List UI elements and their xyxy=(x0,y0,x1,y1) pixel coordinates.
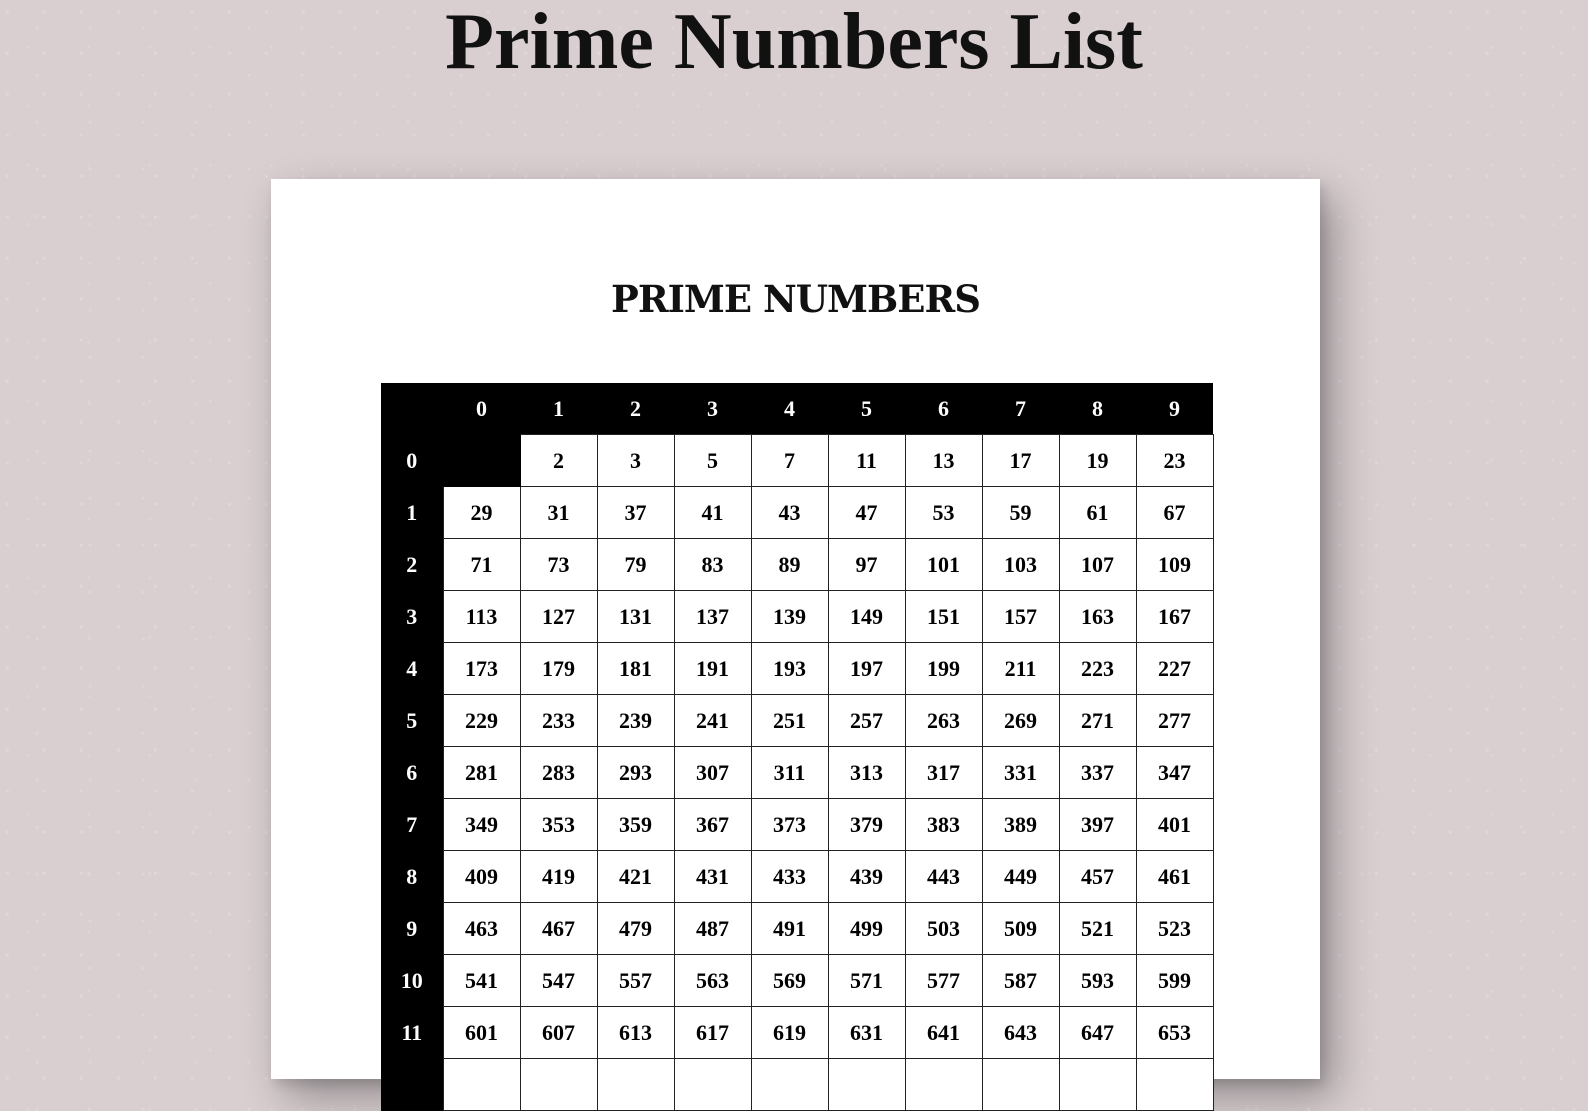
table-cell: 107 xyxy=(1059,539,1136,591)
table-cell xyxy=(597,1059,674,1111)
table-cell: 419 xyxy=(520,851,597,903)
row-header: 11 xyxy=(381,1007,443,1059)
table-cell: 281 xyxy=(443,747,520,799)
table-header xyxy=(381,383,1213,435)
table-row xyxy=(381,643,1213,695)
table-cell: 5 xyxy=(674,435,751,487)
table-cell xyxy=(828,1059,905,1111)
table-cell: 317 xyxy=(905,747,982,799)
table-cell: 71 xyxy=(443,539,520,591)
table-cell: 577 xyxy=(905,955,982,1007)
table-cell: 547 xyxy=(520,955,597,1007)
table-cell: 17 xyxy=(982,435,1059,487)
table-cell: 331 xyxy=(982,747,1059,799)
table-cell: 373 xyxy=(751,799,828,851)
table-row xyxy=(381,539,1213,591)
table-cell: 173 xyxy=(443,643,520,695)
table-cell: 67 xyxy=(1136,487,1213,539)
table-cell: 89 xyxy=(751,539,828,591)
table-cell: 241 xyxy=(674,695,751,747)
table-cell: 593 xyxy=(1059,955,1136,1007)
table-cell: 359 xyxy=(597,799,674,851)
table-cell: 181 xyxy=(597,643,674,695)
table-row xyxy=(381,955,1213,1007)
table-cell: 163 xyxy=(1059,591,1136,643)
table-row xyxy=(381,851,1213,903)
table-cell: 601 xyxy=(443,1007,520,1059)
table-cell: 337 xyxy=(1059,747,1136,799)
row-header: 1 xyxy=(381,487,443,539)
table-cell: 631 xyxy=(828,1007,905,1059)
table-cell: 53 xyxy=(905,487,982,539)
table-cell: 353 xyxy=(520,799,597,851)
table-cell: 157 xyxy=(982,591,1059,643)
table-cell: 103 xyxy=(982,539,1059,591)
table-cell: 487 xyxy=(674,903,751,955)
table-cell: 73 xyxy=(520,539,597,591)
table-cell: 571 xyxy=(828,955,905,1007)
table-cell: 461 xyxy=(1136,851,1213,903)
table-cell: 367 xyxy=(674,799,751,851)
table-cell: 197 xyxy=(828,643,905,695)
table-cell: 509 xyxy=(982,903,1059,955)
table-cell: 83 xyxy=(674,539,751,591)
table-cell: 179 xyxy=(520,643,597,695)
table-body xyxy=(381,435,1213,1111)
table-cell: 7 xyxy=(751,435,828,487)
table-cell: 79 xyxy=(597,539,674,591)
table-cell: 139 xyxy=(751,591,828,643)
table-cell: 131 xyxy=(597,591,674,643)
table-cell: 97 xyxy=(828,539,905,591)
table-cell: 653 xyxy=(1136,1007,1213,1059)
table-cell xyxy=(982,1059,1059,1111)
document-sheet xyxy=(271,179,1320,1079)
table-cell: 23 xyxy=(1136,435,1213,487)
row-header: 5 xyxy=(381,695,443,747)
table-cell: 311 xyxy=(751,747,828,799)
column-header: 2 xyxy=(597,383,674,435)
table-cell: 569 xyxy=(751,955,828,1007)
table-cell: 349 xyxy=(443,799,520,851)
column-header: 8 xyxy=(1059,383,1136,435)
table-cell: 109 xyxy=(1136,539,1213,591)
table-cell: 397 xyxy=(1059,799,1136,851)
row-header: 3 xyxy=(381,591,443,643)
table-cell xyxy=(443,1059,520,1111)
table-cell: 223 xyxy=(1059,643,1136,695)
column-header: 9 xyxy=(1136,383,1213,435)
column-header: 6 xyxy=(905,383,982,435)
prime-numbers-table xyxy=(381,383,1214,1111)
table-cell: 557 xyxy=(597,955,674,1007)
table-cell: 29 xyxy=(443,487,520,539)
table-row xyxy=(381,799,1213,851)
column-header: 7 xyxy=(982,383,1059,435)
table-cell xyxy=(520,1059,597,1111)
table-cell: 619 xyxy=(751,1007,828,1059)
table-cell: 257 xyxy=(828,695,905,747)
table-cell: 37 xyxy=(597,487,674,539)
table-cell: 523 xyxy=(1136,903,1213,955)
table-cell: 409 xyxy=(443,851,520,903)
table-cell: 283 xyxy=(520,747,597,799)
table-row xyxy=(381,1007,1213,1059)
table-cell: 449 xyxy=(982,851,1059,903)
page-heading: Prime Numbers List xyxy=(445,0,1143,86)
document-title: PRIME NUMBERS xyxy=(611,277,980,321)
table-cell: 11 xyxy=(828,435,905,487)
table-cell: 439 xyxy=(828,851,905,903)
table-cell: 13 xyxy=(905,435,982,487)
table-cell: 463 xyxy=(443,903,520,955)
table-cell: 137 xyxy=(674,591,751,643)
table-cell: 491 xyxy=(751,903,828,955)
table-cell: 599 xyxy=(1136,955,1213,1007)
row-header: 10 xyxy=(381,955,443,1007)
table-cell: 433 xyxy=(751,851,828,903)
table-cell: 431 xyxy=(674,851,751,903)
header-row xyxy=(381,383,1213,435)
table-cell: 313 xyxy=(828,747,905,799)
table-cell: 59 xyxy=(982,487,1059,539)
table-cell xyxy=(751,1059,828,1111)
table-cell: 641 xyxy=(905,1007,982,1059)
table-cell: 127 xyxy=(520,591,597,643)
table-cell: 541 xyxy=(443,955,520,1007)
row-header: 2 xyxy=(381,539,443,591)
row-header: 7 xyxy=(381,799,443,851)
table-cell: 307 xyxy=(674,747,751,799)
table-cell: 239 xyxy=(597,695,674,747)
column-header: 3 xyxy=(674,383,751,435)
column-header: 0 xyxy=(443,383,520,435)
table-cell: 43 xyxy=(751,487,828,539)
corner-cell xyxy=(381,383,443,435)
table-cell: 401 xyxy=(1136,799,1213,851)
table-cell: 19 xyxy=(1059,435,1136,487)
table-cell: 457 xyxy=(1059,851,1136,903)
table-cell: 479 xyxy=(597,903,674,955)
table-cell: 211 xyxy=(982,643,1059,695)
column-header: 1 xyxy=(520,383,597,435)
empty-cell xyxy=(443,435,520,487)
table-cell: 421 xyxy=(597,851,674,903)
table-cell xyxy=(905,1059,982,1111)
table-row xyxy=(381,695,1213,747)
table-cell: 199 xyxy=(905,643,982,695)
column-header: 5 xyxy=(828,383,905,435)
table-cell: 167 xyxy=(1136,591,1213,643)
table-cell: 383 xyxy=(905,799,982,851)
table-row xyxy=(381,591,1213,643)
table-cell: 149 xyxy=(828,591,905,643)
table-cell: 521 xyxy=(1059,903,1136,955)
table-cell: 467 xyxy=(520,903,597,955)
table-cell: 233 xyxy=(520,695,597,747)
table-cell: 31 xyxy=(520,487,597,539)
table-cell: 499 xyxy=(828,903,905,955)
row-header: 6 xyxy=(381,747,443,799)
row-header: 9 xyxy=(381,903,443,955)
table-cell: 293 xyxy=(597,747,674,799)
table-cell: 191 xyxy=(674,643,751,695)
table-cell: 47 xyxy=(828,487,905,539)
table-cell xyxy=(1136,1059,1213,1111)
table-cell: 277 xyxy=(1136,695,1213,747)
table-cell: 613 xyxy=(597,1007,674,1059)
table-row xyxy=(381,487,1213,539)
table-row xyxy=(381,435,1213,487)
column-header: 4 xyxy=(751,383,828,435)
table-row xyxy=(381,747,1213,799)
table-cell: 269 xyxy=(982,695,1059,747)
table-cell: 101 xyxy=(905,539,982,591)
table-cell: 271 xyxy=(1059,695,1136,747)
table-cell: 563 xyxy=(674,955,751,1007)
table-cell: 443 xyxy=(905,851,982,903)
table-cell: 643 xyxy=(982,1007,1059,1059)
table-cell: 587 xyxy=(982,955,1059,1007)
table-cell xyxy=(674,1059,751,1111)
table-row xyxy=(381,1059,1213,1111)
row-header: 0 xyxy=(381,435,443,487)
row-header xyxy=(381,1059,443,1111)
row-header: 8 xyxy=(381,851,443,903)
table-cell: 2 xyxy=(520,435,597,487)
table-cell: 41 xyxy=(674,487,751,539)
table-cell: 379 xyxy=(828,799,905,851)
table-cell: 389 xyxy=(982,799,1059,851)
row-header: 4 xyxy=(381,643,443,695)
table-cell: 227 xyxy=(1136,643,1213,695)
table-cell: 607 xyxy=(520,1007,597,1059)
table-cell: 3 xyxy=(597,435,674,487)
table-cell: 229 xyxy=(443,695,520,747)
table-cell: 347 xyxy=(1136,747,1213,799)
table-row xyxy=(381,903,1213,955)
table-cell: 61 xyxy=(1059,487,1136,539)
table-cell: 503 xyxy=(905,903,982,955)
table-cell: 251 xyxy=(751,695,828,747)
table-cell: 151 xyxy=(905,591,982,643)
table-cell xyxy=(1059,1059,1136,1111)
table-cell: 193 xyxy=(751,643,828,695)
table-cell: 113 xyxy=(443,591,520,643)
table-cell: 647 xyxy=(1059,1007,1136,1059)
table-cell: 617 xyxy=(674,1007,751,1059)
table-cell: 263 xyxy=(905,695,982,747)
